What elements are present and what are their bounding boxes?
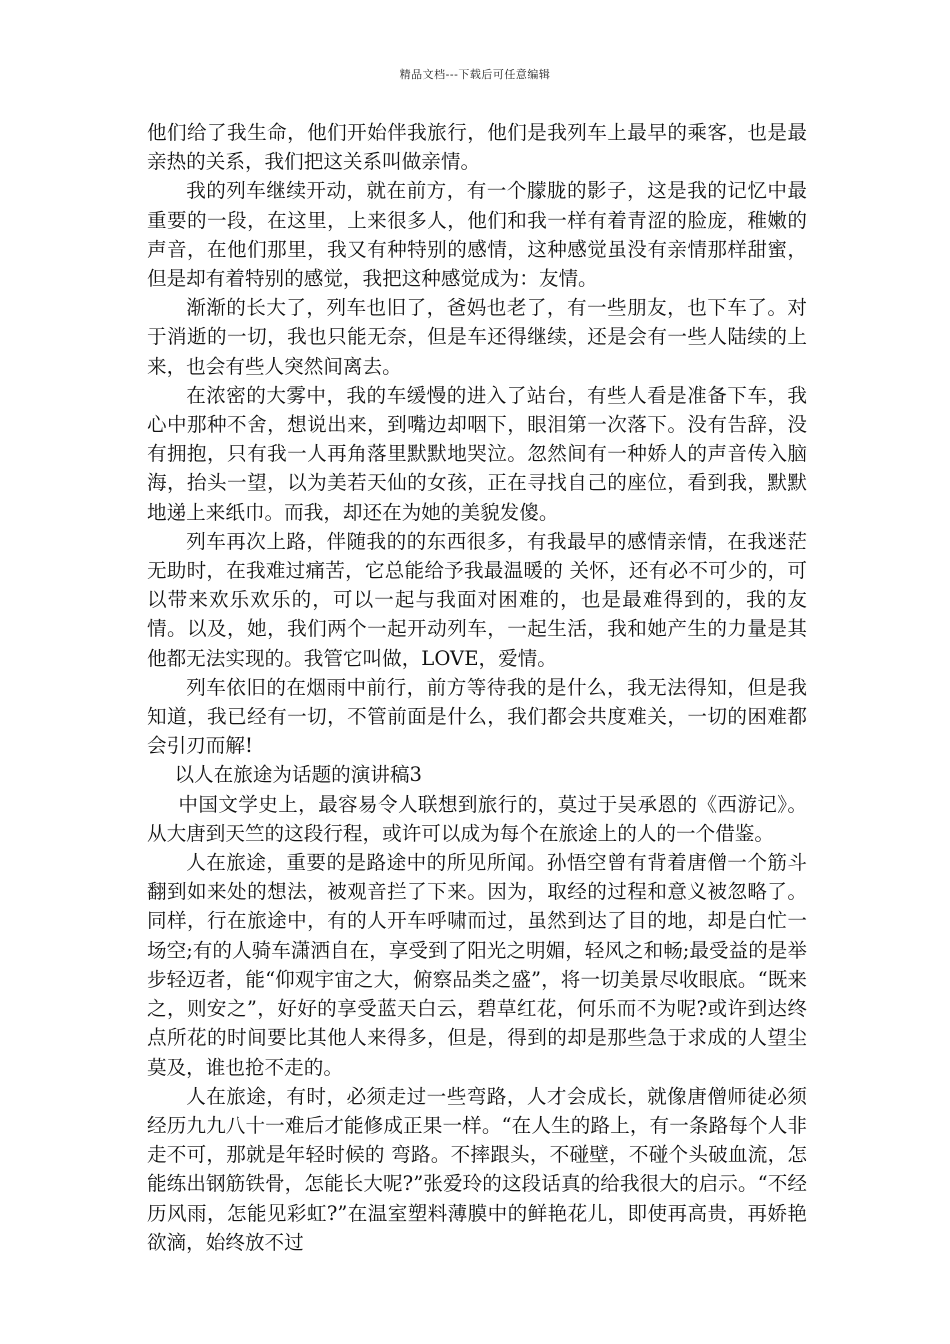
section-paragraph-2: 人在旅途，重要的是路途中的所见所闻。孙悟空曾有背着唐僧一个筋斗翻到如来处的想法，被观音拦了下来。因为，取经的过程和意义被忽略了。同样，行在旅途中，有的人开车呼啸而过，虽然到达了目的地，却是白忙一场空;有的人骑车潇洒自在，享受到了阳光之明媚，轻风之和畅;最受益的是举步轻迈者，能“仰观宇宙之大，俯察品类之盛”，将一切美景尽收眼底。“既来之，则安之”，好好的享受蓝天白云，碧草红花，何乐而不为呢?或许到达终点所花的时间要比其他人来得多，但是，得到的却是那些急于求成的人望尘莫及，谁也抢不走的。	[147, 851, 807, 1079]
section-heading: 以人在旅途为话题的演讲稿3	[174, 763, 423, 787]
section-paragraph-3: 人在旅途，有时，必须走过一些弯路，人才会成长，就像唐僧师徒必须经历九九八十一难后才能修成正果一样。“在人生的路上，有一条路每个人非走不可，那就是年轻时候的 弯路。不摔跟头，不碰壁，不碰个头破血流，怎能练出钢筋铁骨，怎能长大呢?”张爱玲的这段话真的给我很大的启示。“不经历风雨，怎能见彩虹?”在温室塑料薄膜中的鲜艳花儿，即使再高贵，再娇艳欲滴，始终放不过	[147, 1084, 807, 1254]
paragraph-5: 列车再次上路，伴随我的的东西很多，有我最早的感情亲情，在我迷茫无助时，在我难过痛苦，它总能给予我最温暖的 关怀，还有必不可少的，可以带来欢乐欢乐的，可以一起与我面对困难的，也是最难得到的，我的友情。以及，她，我们两个一起开动列车，一起生活，我和她产生的力量是其他都无法实现的。我管它叫做，LOVE，爱情。	[147, 529, 807, 670]
page-header: 精品文档---下载后可任意编辑	[399, 68, 551, 81]
paragraph-6: 列车依旧的在烟雨中前行，前方等待我的是什么，我无法得知，但是我知道，我已经有一切，不管前面是什么，我们都会共度难关，一切的困难都会引刃而解!	[147, 675, 807, 758]
paragraph-2: 我的列车继续开动，就在前方，有一个朦胧的影子，这是我的记忆中最重要的一段，在这里，上来很多人，他们和我一样有着青涩的脸庞，稚嫩的声音，在他们那里，我又有种特别的感情，这种感觉虽没有亲情那样甜蜜，但是却有着特别的感觉，我把这种感觉成为：友情。	[147, 179, 807, 291]
paragraph-4: 在浓密的大雾中，我的车缓慢的进入了站台，有些人看是准备下车，我心中那种不舍，想说出来，到嘴边却咽下，眼泪第一次落下。没有告辞，没有拥抱，只有我一人再角落里默默地哭泣。忽然间有一种娇人的声音传入脑海，抬头一望，以为美若天仙的女孩，正在寻找自己的座位，看到我，默默地递上来纸巾。而我，却还在为她的美貌发傻。	[147, 383, 807, 524]
section-paragraph-1: 中国文学史上，最容易令人联想到旅行的，莫过于吴承恩的《西游记》。从大唐到天竺的这段行程，或许可以成为每个在旅途上的人的一个借鉴。	[147, 792, 807, 845]
paragraph-3: 渐渐的长大了，列车也旧了，爸妈也老了，有一些朋友，也下车了。对于消逝的一切，我也只能无奈，但是车还得继续，还是会有一些人陆续的上来，也会有些人突然间离去。	[147, 296, 807, 378]
document-body	[147, 118, 807, 1257]
paragraph-1: 他们给了我生命，他们开始伴我旅行，他们是我列车上最早的乘客，也是最亲热的关系，我们把这关系叫做亲情。	[147, 121, 807, 174]
